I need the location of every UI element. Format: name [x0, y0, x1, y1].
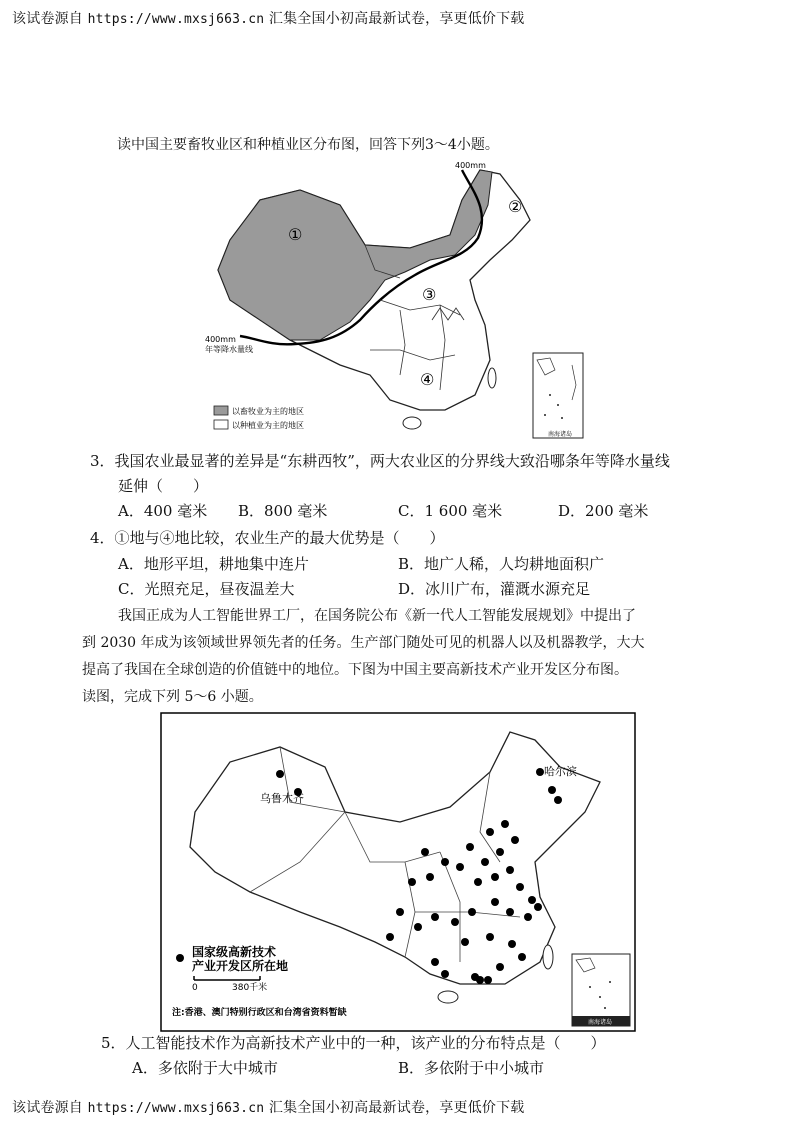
legend-zone-line2: 产业开发区所在地	[192, 959, 289, 973]
zone-dot	[476, 976, 484, 984]
zone-dot	[496, 848, 504, 856]
south-sea-inset-2	[572, 954, 630, 1026]
agriculture-region-map	[200, 160, 590, 445]
header-prefix: 该试卷源自	[12, 11, 83, 27]
zone-dot	[496, 963, 504, 971]
zone-dot	[441, 970, 449, 978]
q5-stem: 5．人工智能技术作为高新技术产业中的一种，该产业的分布特点是（ ）	[101, 1034, 606, 1052]
zone-dot	[524, 913, 532, 921]
footer-prefix: 该试卷源自	[12, 1100, 83, 1116]
q5-option-b[interactable]: B．多依附于中小城市	[398, 1059, 545, 1077]
zone-dot	[506, 866, 514, 874]
legend-livestock-swatch	[214, 406, 228, 415]
zone-dot	[508, 940, 516, 948]
zone-dot	[534, 903, 542, 911]
scale-zero: 0	[192, 983, 198, 993]
passage-line-4: 读图，完成下列 5～6 小题。	[82, 689, 263, 705]
zone-dot	[421, 848, 429, 856]
q5-option-a[interactable]: A．多依附于大中城市	[132, 1059, 278, 1077]
zone-dot	[431, 913, 439, 921]
q3-option-a[interactable]: A．400 毫米	[118, 502, 208, 520]
region-3-label: ③	[422, 285, 437, 304]
legend-livestock-label: 以畜牧业为主的地区	[232, 407, 304, 416]
page-header	[12, 8, 525, 28]
isohyet-label-bottom-2: 年等降水量线	[205, 345, 253, 354]
q3-option-d[interactable]: D．200 毫米	[558, 502, 649, 520]
zone-dot	[481, 858, 489, 866]
city-urumqi-label: 乌鲁木齐	[260, 792, 304, 805]
zone-dot	[456, 863, 464, 871]
high-tech-zone-map	[160, 712, 636, 1032]
zone-dot	[426, 873, 434, 881]
city-harbin-label: 哈尔滨	[544, 765, 577, 778]
zone-dot	[408, 878, 416, 886]
zone-dot	[431, 958, 439, 966]
zone-dot	[491, 873, 499, 881]
legend-zone-dot	[176, 954, 184, 962]
zone-dot	[491, 898, 499, 906]
zone-dot	[474, 878, 482, 886]
passage-line-1: 我国正成为人工智能世界工厂，在国务院公布《新一代人工智能发展规划》中提出了	[118, 608, 636, 624]
header-url[interactable]: https://www.mxsj663.cn	[87, 12, 265, 27]
zone-dot	[518, 953, 526, 961]
q4-option-d[interactable]: D．冰川广布，灌溉水源充足	[398, 580, 591, 598]
passage-line-2: 到 2030 年成为该领域世界领先者的任务。生产部门随处可见的机器人以及机器教学，大大	[82, 635, 645, 651]
zone-dot	[396, 908, 404, 916]
scale-km: 380千米	[232, 983, 268, 993]
region-2-label: ②	[508, 197, 523, 216]
zone-dot	[511, 836, 519, 844]
zone-dot	[548, 786, 556, 794]
q4-option-b[interactable]: B．地广人稀，人均耕地面积广	[398, 555, 605, 573]
zone-dot	[484, 976, 492, 984]
legend-crop-swatch	[214, 420, 228, 429]
q3-line2: 延伸（ ）	[118, 477, 209, 495]
zone-dot	[506, 908, 514, 916]
page-footer	[12, 1097, 525, 1117]
map2-note: 注:香港、澳门特别行政区和台湾省资料暂缺	[172, 1008, 347, 1018]
q3-option-c[interactable]: C．1 600 毫米	[398, 502, 503, 520]
legend-zone-line1: 国家级高新技术	[192, 945, 277, 959]
isohyet-label-top: 400mm	[455, 161, 486, 170]
isohyet-label-bottom-1: 400mm	[205, 335, 236, 344]
zone-dot	[386, 933, 394, 941]
zone-dot	[486, 828, 494, 836]
q3-line1: 3．我国农业最显著的差异是“东耕西牧”，两大农业区的分界线大致沿哪条年等降水量线	[90, 452, 670, 470]
region-1-label: ①	[288, 225, 303, 244]
zone-dot	[276, 770, 284, 778]
zone-dot	[468, 908, 476, 916]
zone-dot	[554, 796, 562, 804]
zone-dot	[441, 858, 449, 866]
inset-label-1: 南海诸岛	[548, 431, 573, 438]
legend-crop-label: 以种植业为主的地区	[232, 421, 304, 430]
footer-suffix: 汇集全国小初高最新试卷，享更低价下载	[268, 1100, 525, 1116]
q4-option-a[interactable]: A．地形平坦，耕地集中连片	[118, 555, 309, 573]
zone-dot	[516, 883, 524, 891]
header-suffix: 汇集全国小初高最新试卷，享更低价下载	[268, 11, 525, 27]
zone-dot	[486, 933, 494, 941]
passage-line-3: 提高了我国在全球创造的价值链中的地位。下图为中国主要高新技术产业开发区分布图。	[82, 662, 628, 678]
zone-dot	[466, 843, 474, 851]
q4-stem: 4．①地与④地比较，农业生产的最大优势是（ ）	[90, 529, 445, 547]
zone-dot	[414, 923, 422, 931]
zone-dot	[461, 938, 469, 946]
q4-option-c[interactable]: C．光照充足，昼夜温差大	[118, 580, 295, 598]
footer-url[interactable]: https://www.mxsj663.cn	[87, 1101, 265, 1116]
zone-dot	[536, 768, 544, 776]
zone-dot	[501, 820, 509, 828]
zone-dot	[528, 896, 536, 904]
region-4-label: ④	[420, 370, 435, 389]
intro-map1: 读中国主要畜牧业区和种植业区分布图，回答下列3～4小题。	[117, 137, 499, 153]
south-sea-inset	[533, 353, 583, 438]
zone-dot	[451, 918, 459, 926]
q3-option-b[interactable]: B．800 毫米	[238, 502, 328, 520]
inset-label-2: 南海诸岛	[588, 1019, 613, 1026]
